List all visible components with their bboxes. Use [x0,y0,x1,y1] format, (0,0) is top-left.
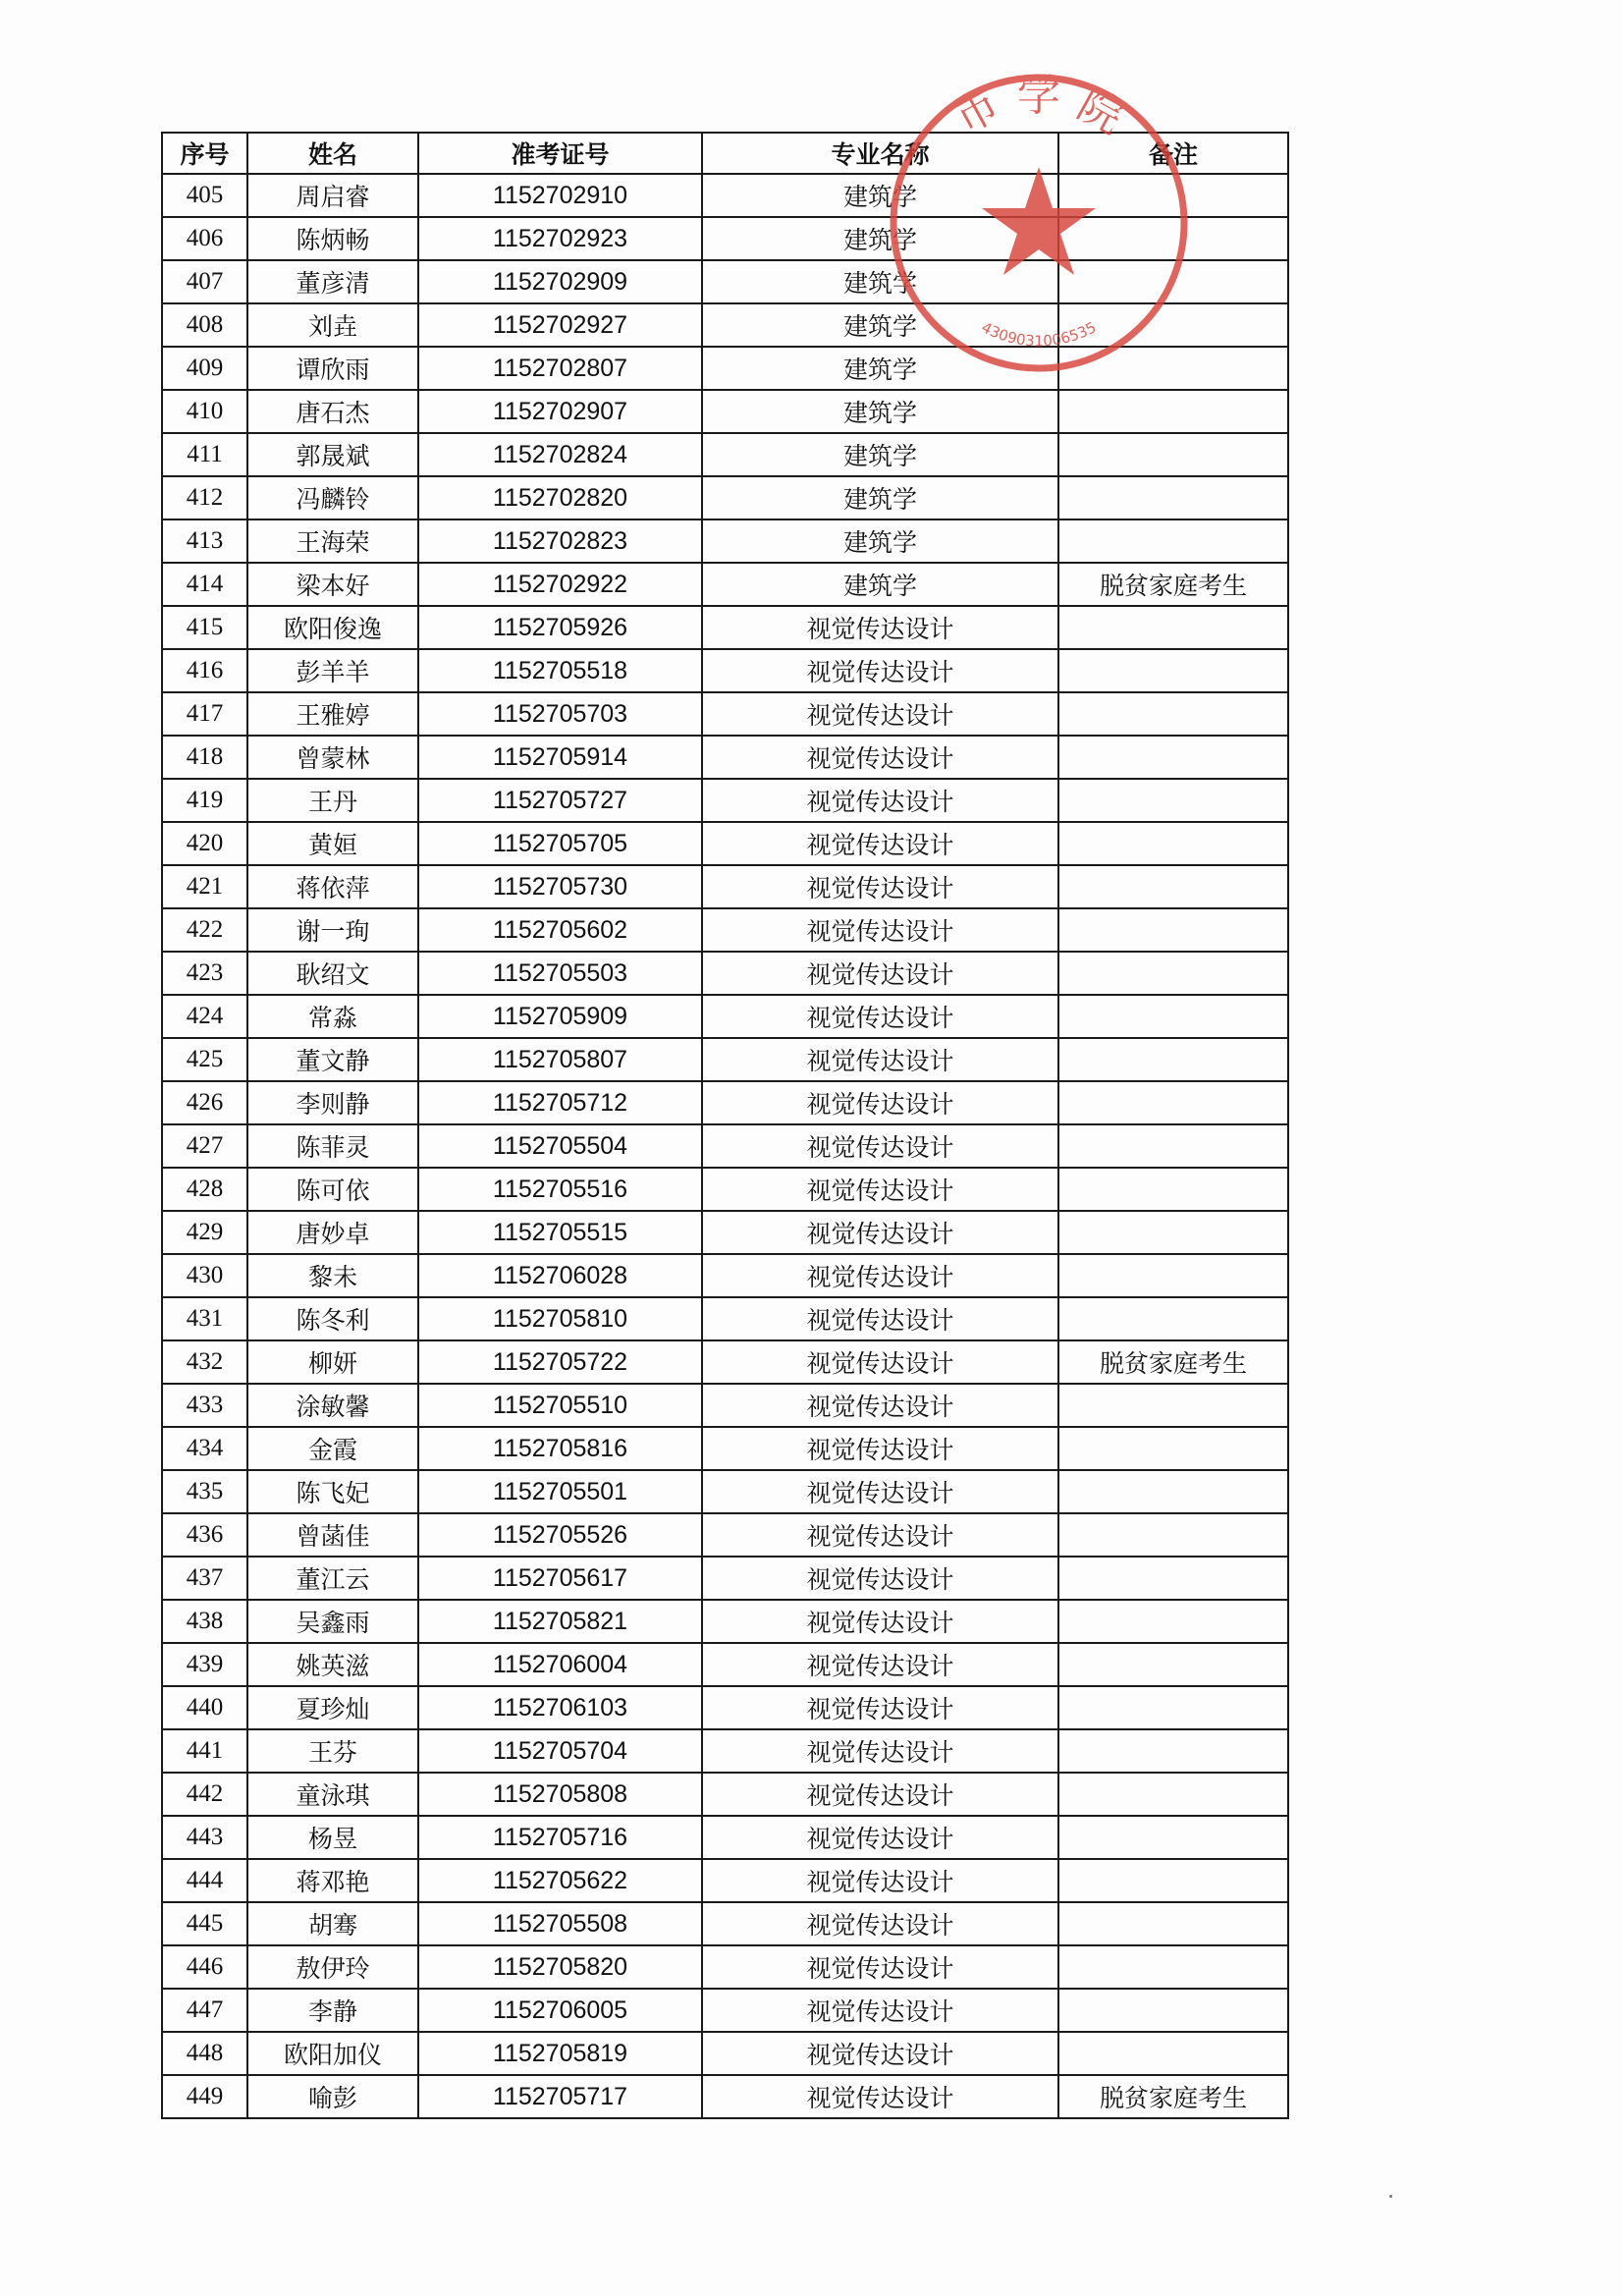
cell-name: 陈飞妃 [247,1470,418,1513]
cell-name: 王芬 [247,1729,418,1773]
cell-name: 柳妍 [247,1340,418,1384]
cell-major: 视觉传达设计 [702,1340,1058,1384]
cell-exam-id: 1152702823 [418,519,702,563]
table-row [162,2075,1288,2118]
cell-exam-id: 1152705622 [418,1859,702,1902]
table-row [162,347,1288,390]
cell-exam-id: 1152705703 [418,692,702,736]
header-serial-no: 序号 [162,133,247,174]
cell-note [1058,260,1288,303]
table-row [162,1816,1288,1859]
cell-exam-id: 1152705808 [418,1773,702,1816]
cell-serial-no: 412 [162,476,247,519]
table-row [162,995,1288,1038]
cell-note [1058,174,1288,217]
table-row [162,736,1288,779]
cell-name: 周启睿 [247,174,418,217]
cell-note [1058,1600,1288,1643]
table-row [162,217,1288,260]
cell-note [1058,736,1288,779]
cell-serial-no: 442 [162,1773,247,1816]
cell-note: 脱贫家庭考生 [1058,563,1288,606]
cell-major: 视觉传达设计 [702,606,1058,649]
table-header-row [162,133,1288,174]
cell-note [1058,1859,1288,1902]
cell-serial-no: 421 [162,865,247,908]
cell-major: 建筑学 [702,390,1058,433]
cell-exam-id: 1152705526 [418,1513,702,1557]
cell-exam-id: 1152705730 [418,865,702,908]
cell-note [1058,865,1288,908]
cell-note [1058,390,1288,433]
table-row [162,606,1288,649]
cell-serial-no: 430 [162,1254,247,1297]
cell-name: 常淼 [247,995,418,1038]
table-row [162,649,1288,692]
cell-major: 建筑学 [702,433,1058,476]
cell-major: 视觉传达设计 [702,1859,1058,1902]
cell-major: 建筑学 [702,563,1058,606]
cell-major: 视觉传达设计 [702,995,1058,1038]
cell-exam-id: 1152705820 [418,1945,702,1989]
cell-exam-id: 1152705510 [418,1384,702,1427]
cell-note [1058,1211,1288,1254]
cell-exam-id: 1152705717 [418,2075,702,2118]
cell-major: 视觉传达设计 [702,1254,1058,1297]
cell-major: 视觉传达设计 [702,1384,1058,1427]
cell-major: 视觉传达设计 [702,1470,1058,1513]
table-row [162,433,1288,476]
cell-serial-no: 427 [162,1124,247,1168]
cell-exam-id: 1152705515 [418,1211,702,1254]
cell-name: 刘垚 [247,303,418,347]
table-row [162,1124,1288,1168]
cell-serial-no: 443 [162,1816,247,1859]
cell-name: 王雅婷 [247,692,418,736]
cell-note [1058,779,1288,822]
cell-serial-no: 441 [162,1729,247,1773]
cell-serial-no: 414 [162,563,247,606]
cell-serial-no: 425 [162,1038,247,1081]
admission-roster-table [161,132,1289,2119]
cell-note [1058,1773,1288,1816]
cell-major: 视觉传达设计 [702,1729,1058,1773]
cell-major: 视觉传达设计 [702,865,1058,908]
cell-major: 视觉传达设计 [702,649,1058,692]
cell-serial-no: 433 [162,1384,247,1427]
cell-note [1058,347,1288,390]
cell-exam-id: 1152705501 [418,1470,702,1513]
cell-serial-no: 406 [162,217,247,260]
cell-serial-no: 437 [162,1557,247,1600]
table-row [162,1427,1288,1470]
cell-name: 胡骞 [247,1902,418,1945]
cell-exam-id: 1152702820 [418,476,702,519]
table-row [162,1729,1288,1773]
cell-note [1058,606,1288,649]
cell-major: 建筑学 [702,303,1058,347]
table-row [162,1081,1288,1124]
cell-note [1058,1902,1288,1945]
cell-major: 视觉传达设计 [702,1168,1058,1211]
cell-name: 梁本好 [247,563,418,606]
cell-major: 建筑学 [702,476,1058,519]
cell-serial-no: 420 [162,822,247,865]
cell-major: 视觉传达设计 [702,1816,1058,1859]
cell-note [1058,995,1288,1038]
cell-major: 视觉传达设计 [702,822,1058,865]
cell-exam-id: 1152705819 [418,2032,702,2075]
cell-serial-no: 431 [162,1297,247,1340]
cell-exam-id: 1152705914 [418,736,702,779]
cell-name: 涂敏馨 [247,1384,418,1427]
cell-major: 建筑学 [702,174,1058,217]
cell-note [1058,1427,1288,1470]
cell-exam-id: 1152705810 [418,1297,702,1340]
cell-serial-no: 448 [162,2032,247,2075]
table-row [162,519,1288,563]
cell-exam-id: 1152705602 [418,908,702,952]
cell-note [1058,1124,1288,1168]
table-row [162,1773,1288,1816]
cell-major: 建筑学 [702,260,1058,303]
cell-serial-no: 415 [162,606,247,649]
cell-serial-no: 446 [162,1945,247,1989]
cell-major: 视觉传达设计 [702,1902,1058,1945]
cell-name: 董彦清 [247,260,418,303]
cell-name: 冯麟铃 [247,476,418,519]
cell-major: 视觉传达设计 [702,1557,1058,1600]
cell-major: 视觉传达设计 [702,736,1058,779]
seal-top-text: 市 学 院 [946,71,1132,144]
table-row [162,952,1288,995]
cell-exam-id: 1152705518 [418,649,702,692]
cell-note: 脱贫家庭考生 [1058,1340,1288,1384]
cell-exam-id: 1152705516 [418,1168,702,1211]
cell-name: 董文静 [247,1038,418,1081]
cell-major: 建筑学 [702,519,1058,563]
cell-exam-id: 1152705617 [418,1557,702,1600]
table-row [162,1340,1288,1384]
table-row [162,692,1288,736]
cell-serial-no: 449 [162,2075,247,2118]
cell-serial-no: 440 [162,1686,247,1729]
scan-speck [1389,2195,1392,2198]
table-row [162,1470,1288,1513]
cell-exam-id: 1152702910 [418,174,702,217]
cell-serial-no: 417 [162,692,247,736]
cell-note [1058,1643,1288,1686]
cell-note [1058,1816,1288,1859]
cell-note [1058,217,1288,260]
cell-major: 视觉传达设计 [702,1773,1058,1816]
cell-serial-no: 447 [162,1989,247,2032]
cell-exam-id: 1152702927 [418,303,702,347]
cell-major: 视觉传达设计 [702,2075,1058,2118]
cell-serial-no: 410 [162,390,247,433]
cell-note [1058,1989,1288,2032]
cell-exam-id: 1152705926 [418,606,702,649]
cell-name: 吴鑫雨 [247,1600,418,1643]
cell-name: 金霞 [247,1427,418,1470]
cell-name: 唐石杰 [247,390,418,433]
cell-serial-no: 438 [162,1600,247,1643]
cell-exam-id: 1152706103 [418,1686,702,1729]
cell-exam-id: 1152706028 [418,1254,702,1297]
cell-major: 视觉传达设计 [702,779,1058,822]
cell-note [1058,1384,1288,1427]
cell-major: 视觉传达设计 [702,692,1058,736]
cell-exam-id: 1152705727 [418,779,702,822]
cell-major: 视觉传达设计 [702,1600,1058,1643]
table-row [162,1686,1288,1729]
cell-serial-no: 407 [162,260,247,303]
cell-major: 建筑学 [702,347,1058,390]
cell-name: 王海荣 [247,519,418,563]
table-row [162,1168,1288,1211]
cell-name: 曾蒙林 [247,736,418,779]
cell-exam-id: 1152705504 [418,1124,702,1168]
table-row [162,1600,1288,1643]
cell-name: 蒋邓艳 [247,1859,418,1902]
cell-exam-id: 1152705705 [418,822,702,865]
cell-major: 视觉传达设计 [702,1211,1058,1254]
cell-note [1058,1945,1288,1989]
cell-serial-no: 419 [162,779,247,822]
cell-serial-no: 426 [162,1081,247,1124]
cell-serial-no: 432 [162,1340,247,1384]
cell-serial-no: 434 [162,1427,247,1470]
cell-major: 视觉传达设计 [702,908,1058,952]
table-row [162,390,1288,433]
table-row [162,476,1288,519]
header-name: 姓名 [247,133,418,174]
table-row [162,1513,1288,1557]
cell-name: 黎未 [247,1254,418,1297]
cell-note [1058,1470,1288,1513]
cell-name: 李静 [247,1989,418,2032]
cell-exam-id: 1152705704 [418,1729,702,1773]
table-row [162,1945,1288,1989]
header-major: 专业名称 [702,133,1058,174]
cell-name: 曾菡佳 [247,1513,418,1557]
cell-note [1058,476,1288,519]
cell-serial-no: 409 [162,347,247,390]
cell-serial-no: 444 [162,1859,247,1902]
cell-exam-id: 1152702923 [418,217,702,260]
table-row [162,1643,1288,1686]
cell-serial-no: 422 [162,908,247,952]
header-note: 备注 [1058,133,1288,174]
cell-note [1058,303,1288,347]
cell-serial-no: 416 [162,649,247,692]
cell-major: 视觉传达设计 [702,1124,1058,1168]
table-row [162,822,1288,865]
cell-name: 谢一珣 [247,908,418,952]
cell-major: 视觉传达设计 [702,1945,1058,1989]
cell-note [1058,692,1288,736]
cell-exam-id: 1152705807 [418,1038,702,1081]
cell-note [1058,519,1288,563]
cell-exam-id: 1152705909 [418,995,702,1038]
cell-major: 视觉传达设计 [702,1643,1058,1686]
table-row [162,1038,1288,1081]
cell-note [1058,1513,1288,1557]
cell-serial-no: 413 [162,519,247,563]
cell-exam-id: 1152702907 [418,390,702,433]
cell-exam-id: 1152705722 [418,1340,702,1384]
table-row [162,1989,1288,2032]
cell-major: 视觉传达设计 [702,1989,1058,2032]
cell-major: 视觉传达设计 [702,1427,1058,1470]
cell-name: 喻彭 [247,2075,418,2118]
cell-note [1058,1557,1288,1600]
cell-note [1058,433,1288,476]
table-row [162,303,1288,347]
cell-major: 视觉传达设计 [702,1297,1058,1340]
cell-exam-id: 1152705508 [418,1902,702,1945]
table-row [162,1384,1288,1427]
cell-note [1058,1254,1288,1297]
cell-major: 视觉传达设计 [702,1038,1058,1081]
cell-exam-id: 1152705821 [418,1600,702,1643]
cell-name: 郭晟斌 [247,433,418,476]
cell-serial-no: 439 [162,1643,247,1686]
cell-note [1058,649,1288,692]
cell-name: 欧阳加仪 [247,2032,418,2075]
table-row [162,1859,1288,1902]
cell-serial-no: 418 [162,736,247,779]
table-row [162,1211,1288,1254]
cell-name: 黄姮 [247,822,418,865]
table-row [162,1297,1288,1340]
table-row [162,1902,1288,1945]
cell-note [1058,1081,1288,1124]
cell-name: 王丹 [247,779,418,822]
cell-note [1058,822,1288,865]
table-row [162,1254,1288,1297]
cell-major: 建筑学 [702,217,1058,260]
cell-exam-id: 1152705716 [418,1816,702,1859]
cell-note [1058,2032,1288,2075]
cell-serial-no: 436 [162,1513,247,1557]
cell-name: 陈可依 [247,1168,418,1211]
cell-serial-no: 423 [162,952,247,995]
table-row [162,2032,1288,2075]
cell-major: 视觉传达设计 [702,952,1058,995]
table-row [162,260,1288,303]
cell-note [1058,1168,1288,1211]
cell-exam-id: 1152702922 [418,563,702,606]
table-row [162,174,1288,217]
table-row [162,563,1288,606]
cell-name: 童泳琪 [247,1773,418,1816]
cell-name: 陈冬利 [247,1297,418,1340]
cell-note: 脱贫家庭考生 [1058,2075,1288,2118]
cell-serial-no: 428 [162,1168,247,1211]
cell-exam-id: 1152706005 [418,1989,702,2032]
cell-exam-id: 1152702909 [418,260,702,303]
cell-exam-id: 1152706004 [418,1643,702,1686]
cell-serial-no: 411 [162,433,247,476]
cell-name: 夏珍灿 [247,1686,418,1729]
cell-exam-id: 1152702824 [418,433,702,476]
cell-name: 耿绍文 [247,952,418,995]
cell-note [1058,1686,1288,1729]
cell-major: 视觉传达设计 [702,1686,1058,1729]
cell-major: 视觉传达设计 [702,1081,1058,1124]
cell-note [1058,1297,1288,1340]
cell-name: 陈炳畅 [247,217,418,260]
cell-exam-id: 1152705712 [418,1081,702,1124]
header-exam-id: 准考证号 [418,133,702,174]
cell-name: 陈菲灵 [247,1124,418,1168]
cell-name: 李则静 [247,1081,418,1124]
seal-code-text: 4309031006535 [978,318,1100,351]
cell-serial-no: 405 [162,174,247,217]
table-row [162,908,1288,952]
cell-exam-id: 1152705816 [418,1427,702,1470]
table-row [162,1557,1288,1600]
cell-name: 董江云 [247,1557,418,1600]
cell-serial-no: 408 [162,303,247,347]
cell-serial-no: 445 [162,1902,247,1945]
cell-serial-no: 424 [162,995,247,1038]
cell-exam-id: 1152702807 [418,347,702,390]
cell-note [1058,908,1288,952]
cell-note [1058,952,1288,995]
cell-name: 敖伊玲 [247,1945,418,1989]
cell-serial-no: 429 [162,1211,247,1254]
cell-note [1058,1729,1288,1773]
cell-major: 视觉传达设计 [702,2032,1058,2075]
cell-name: 姚英滋 [247,1643,418,1686]
cell-name: 杨昱 [247,1816,418,1859]
cell-name: 彭羊羊 [247,649,418,692]
table-row [162,865,1288,908]
cell-serial-no: 435 [162,1470,247,1513]
cell-major: 视觉传达设计 [702,1513,1058,1557]
cell-note [1058,1038,1288,1081]
table-body [162,174,1288,2118]
cell-name: 蒋依萍 [247,865,418,908]
cell-name: 欧阳俊逸 [247,606,418,649]
cell-name: 唐妙卓 [247,1211,418,1254]
cell-name: 谭欣雨 [247,347,418,390]
table-row [162,779,1288,822]
cell-exam-id: 1152705503 [418,952,702,995]
